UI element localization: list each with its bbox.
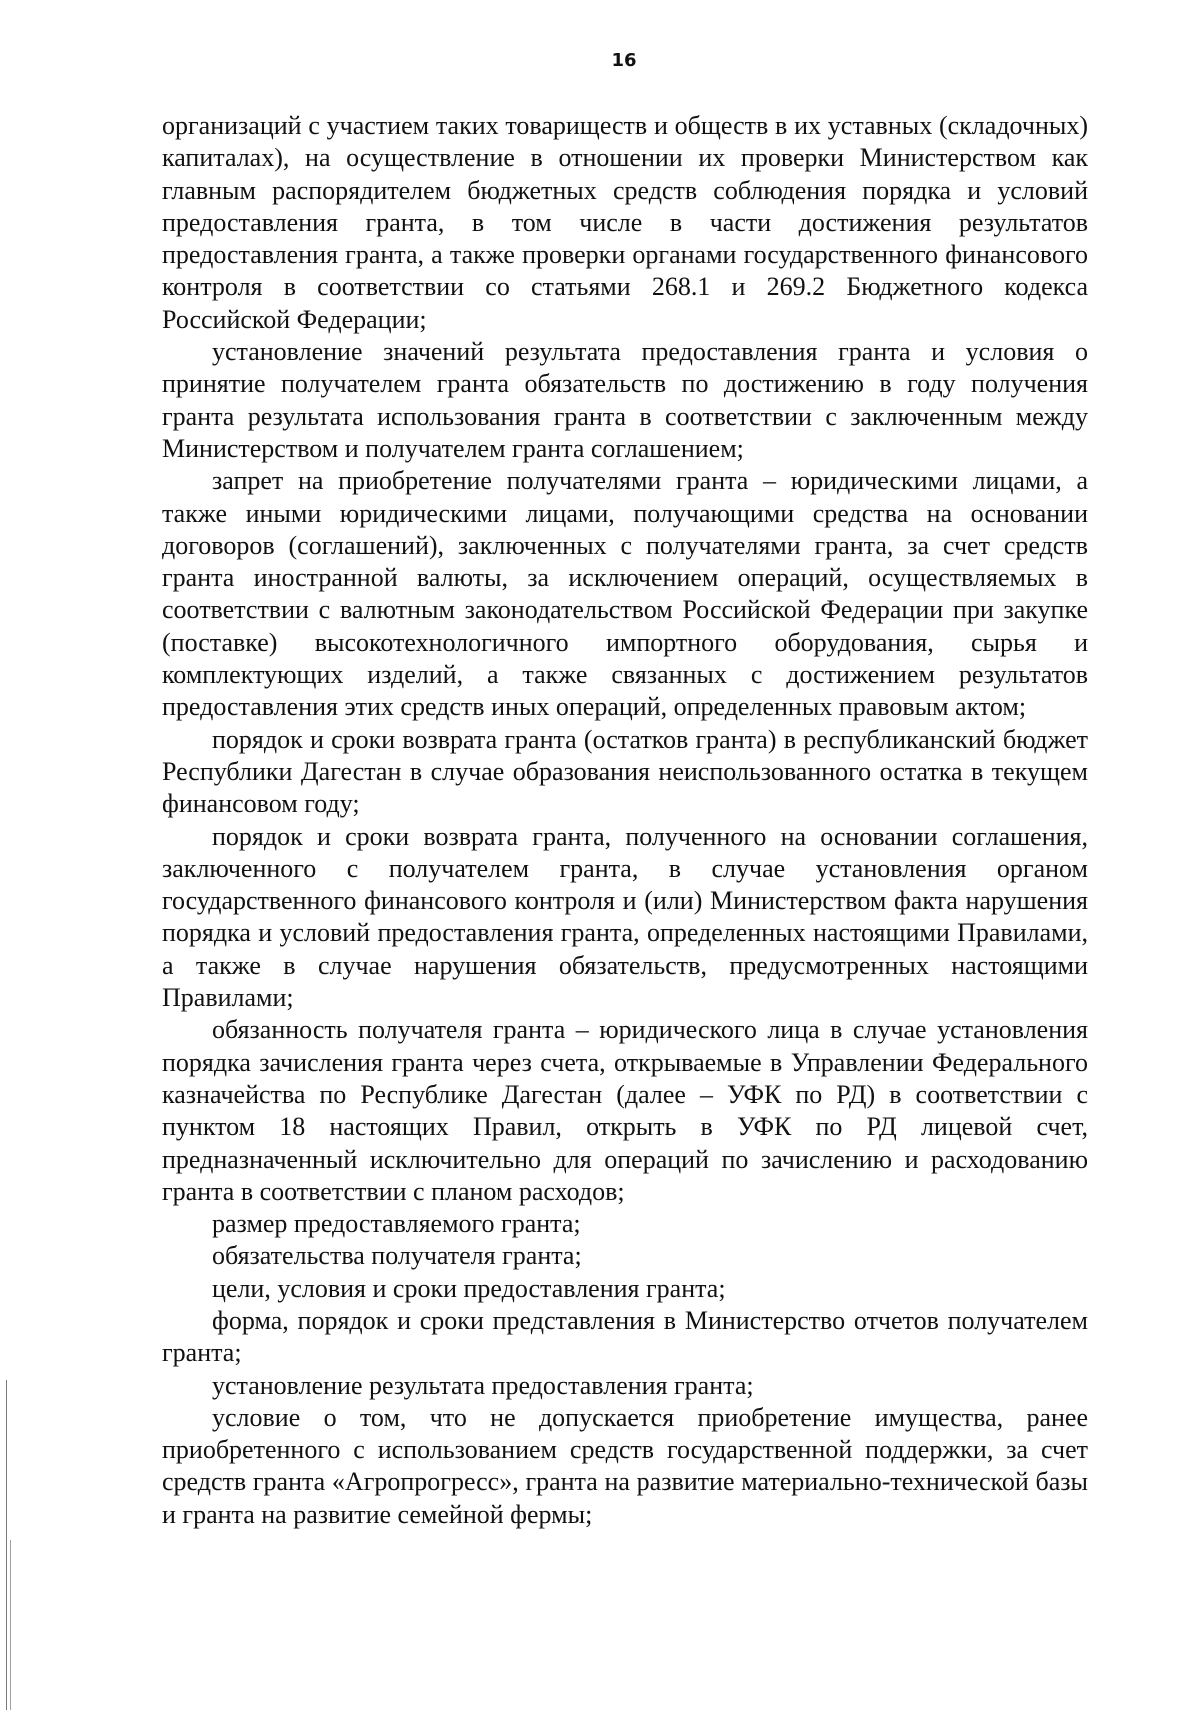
scan-edge-line bbox=[10, 1540, 11, 1710]
paragraph-result-values: установление значений результата предоставления гранта и условия о принятие получателем гранта обязательств по достижению в году получения гранта результата использования гранта в соответствии с заключенным между Министерством и получателем гранта соглашением; bbox=[162, 337, 1088, 463]
paragraph-result-setting: установление результата предоставления гранта; bbox=[212, 1370, 754, 1400]
document-body bbox=[162, 110, 1088, 1531]
paragraph-reporting: форма, порядок и сроки представления в Министерство отчетов получателем гранта; bbox=[162, 1305, 1088, 1368]
paragraph-return-violation: порядок и сроки возврата гранта, полученного на основании соглашения, заключенного с получателем гранта, в случае установления органом государственного финансового контроля и (или) Министерством факта нарушения порядка и условий предоставления гранта, определенных настоящими Правилами, а также в случае нарушения обязательств, предусмотренных настоящими Правилами; bbox=[162, 821, 1088, 1013]
scan-edge-line bbox=[6, 1380, 7, 1710]
paragraph-currency-ban: запрет на приобретение получателями гранта – юридическими лицами, а также иными юридическими лицами, получающими средства на основании договоров (соглашений), заключенных с получателями гранта, за счет средств гранта иностранной валюты, за исключением операций, осуществляемых в соответствии с валютным законодательством Российской Федерации при закупке (поставке) высокотехнологичного импортного оборудования, сырья и комплектующих изделий, а также связанных с достижением результатов предоставления этих средств иных операций, определенных правовым актом; bbox=[162, 466, 1088, 722]
paragraph-goals-conditions: цели, условия и сроки предоставления гранта; bbox=[212, 1273, 726, 1303]
paragraph-continuation: организаций с участием таких товариществ и обществ в их уставных (складочных) капиталах), на осуществление в отношении их проверки Министерством как главным распорядителем бюджетных средств соблюдения порядка и условий предоставления гранта, в том числе в части достижения результатов предоставления гранта, а также проверки органами государственного финансового контроля в соответствии со статьями 268.1 и 269.2 Бюджетного кодекса Российской Федерации; bbox=[162, 111, 1088, 334]
paragraph-grant-size: размер предоставляемого гранта; bbox=[212, 1209, 581, 1239]
paragraph-recipient-obligations: обязательства получателя гранта; bbox=[212, 1241, 582, 1271]
page-number: 16 bbox=[611, 50, 637, 71]
paragraph-return-remainder: порядок и сроки возврата гранта (остатков гранта) в республиканский бюджет Республики Дагестан в случае образования неиспользованного остатка в текущем финансовом году; bbox=[162, 724, 1088, 819]
paragraph-property-condition: условие о том, что не допускается приобретение имущества, ранее приобретенного с использованием средств государственной поддержки, за счет средств гранта «Агропрогресс», гранта на развитие материально-технической базы и гранта на развитие семейной фермы; bbox=[162, 1402, 1088, 1529]
paragraph-treasury-account: обязанность получателя гранта – юридического лица в случае установления порядка зачисления гранта через счета, открываемые в Управлении Федерального казначейства по Республике Дагестан (далее – УФК по РД) в соответствии с пунктом 18 настоящих Правил, открыть в УФК по РД лицевой счет, предназначенный исключительно для операций по зачислению и расходованию гранта в соответствии с планом расходов; bbox=[162, 1015, 1088, 1206]
